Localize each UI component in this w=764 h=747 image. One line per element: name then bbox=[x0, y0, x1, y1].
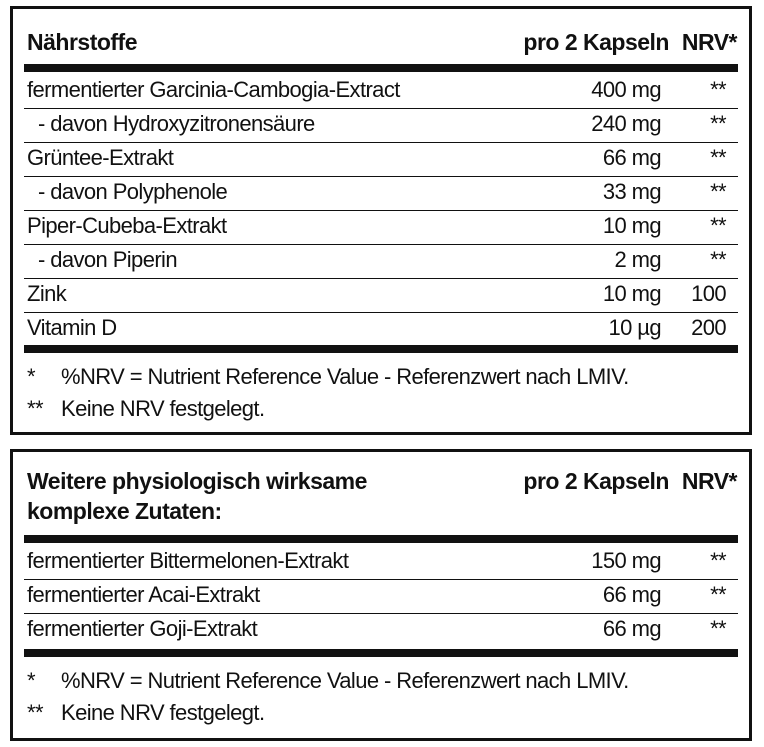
footer-divider bbox=[24, 649, 738, 657]
footnote-text: Keine NRV festgelegt. bbox=[61, 700, 265, 725]
footnote-mark: ** bbox=[27, 396, 43, 421]
table-row bbox=[24, 614, 738, 647]
row-amount: 10 mg bbox=[602, 213, 661, 238]
table-row bbox=[24, 546, 738, 580]
footnote-mark: * bbox=[27, 364, 35, 389]
header-amount: pro 2 Kapseln bbox=[523, 29, 669, 55]
table-row bbox=[24, 177, 738, 211]
table-header bbox=[27, 466, 737, 526]
footnote bbox=[27, 364, 737, 396]
table-row bbox=[24, 211, 738, 245]
table-row bbox=[24, 279, 738, 313]
table-header bbox=[27, 27, 737, 57]
header-nrv: NRV* bbox=[681, 29, 737, 55]
table-row bbox=[24, 109, 738, 143]
row-name: - davon Polyphenole bbox=[38, 179, 228, 204]
row-nrv: 200 bbox=[691, 315, 726, 340]
row-nrv: ** bbox=[710, 77, 726, 102]
row-name: Zink bbox=[27, 281, 67, 306]
row-nrv: ** bbox=[710, 179, 726, 204]
ingredient-rows bbox=[24, 546, 738, 647]
row-nrv: ** bbox=[710, 582, 726, 607]
row-nrv: 100 bbox=[691, 281, 726, 306]
row-nrv: ** bbox=[710, 145, 726, 170]
table-row bbox=[24, 245, 738, 279]
row-name: fermentierter Goji-Extrakt bbox=[27, 616, 258, 641]
row-amount: 400 mg bbox=[591, 77, 661, 102]
header-divider bbox=[24, 535, 738, 543]
row-amount: 10 µg bbox=[608, 315, 661, 340]
footnote-mark: * bbox=[27, 668, 35, 693]
footnotes bbox=[27, 668, 737, 732]
row-amount: 66 mg bbox=[602, 145, 661, 170]
row-amount: 10 mg bbox=[602, 281, 661, 306]
row-amount: 66 mg bbox=[602, 582, 661, 607]
row-name: fermentierter Bittermelonen-Extrakt bbox=[27, 548, 349, 573]
row-nrv: ** bbox=[710, 548, 726, 573]
header-ingredients-line2: komplexe Zutaten: bbox=[27, 498, 222, 524]
footnotes bbox=[27, 364, 737, 428]
footnote-text: %NRV = Nutrient Reference Value - Referenzwert nach LMIV. bbox=[61, 668, 629, 693]
footnote-text: %NRV = Nutrient Reference Value - Referenzwert nach LMIV. bbox=[61, 364, 629, 389]
row-name: Vitamin D bbox=[27, 315, 117, 340]
footnote bbox=[27, 700, 737, 732]
header-divider bbox=[24, 64, 738, 72]
row-amount: 2 mg bbox=[614, 247, 661, 272]
row-name: fermentierter Acai-Extrakt bbox=[27, 582, 260, 607]
row-name: - davon Hydroxyzitronensäure bbox=[38, 111, 315, 136]
row-amount: 150 mg bbox=[591, 548, 661, 573]
table-row bbox=[24, 580, 738, 614]
table-row bbox=[24, 75, 738, 109]
header-nrv: NRV* bbox=[681, 468, 737, 494]
nutrient-rows bbox=[24, 75, 738, 346]
footnote-mark: ** bbox=[27, 700, 43, 725]
row-name: Piper-Cubeba-Extrakt bbox=[27, 213, 227, 238]
header-amount: pro 2 Kapseln bbox=[523, 468, 669, 494]
footnote bbox=[27, 668, 737, 700]
row-nrv: ** bbox=[710, 247, 726, 272]
table-row bbox=[24, 313, 738, 346]
footnote-text: Keine NRV festgelegt. bbox=[61, 396, 265, 421]
row-name: fermentierter Garcinia-Cambogia-Extract bbox=[27, 77, 400, 102]
header-ingredients-line1: Weitere physiologisch wirksame bbox=[27, 468, 367, 494]
footer-divider bbox=[24, 345, 738, 353]
row-amount: 33 mg bbox=[602, 179, 661, 204]
ingredients-table-panel bbox=[10, 449, 752, 741]
row-amount: 240 mg bbox=[591, 111, 661, 136]
row-name: Grüntee-Extrakt bbox=[27, 145, 174, 170]
row-nrv: ** bbox=[710, 111, 726, 136]
row-nrv: ** bbox=[710, 213, 726, 238]
footnote bbox=[27, 396, 737, 428]
nutrient-table-panel bbox=[10, 6, 752, 435]
row-name: - davon Piperin bbox=[38, 247, 177, 272]
row-nrv: ** bbox=[710, 616, 726, 641]
row-amount: 66 mg bbox=[602, 616, 661, 641]
header-nutrients: Nährstoffe bbox=[27, 29, 138, 55]
table-row bbox=[24, 143, 738, 177]
